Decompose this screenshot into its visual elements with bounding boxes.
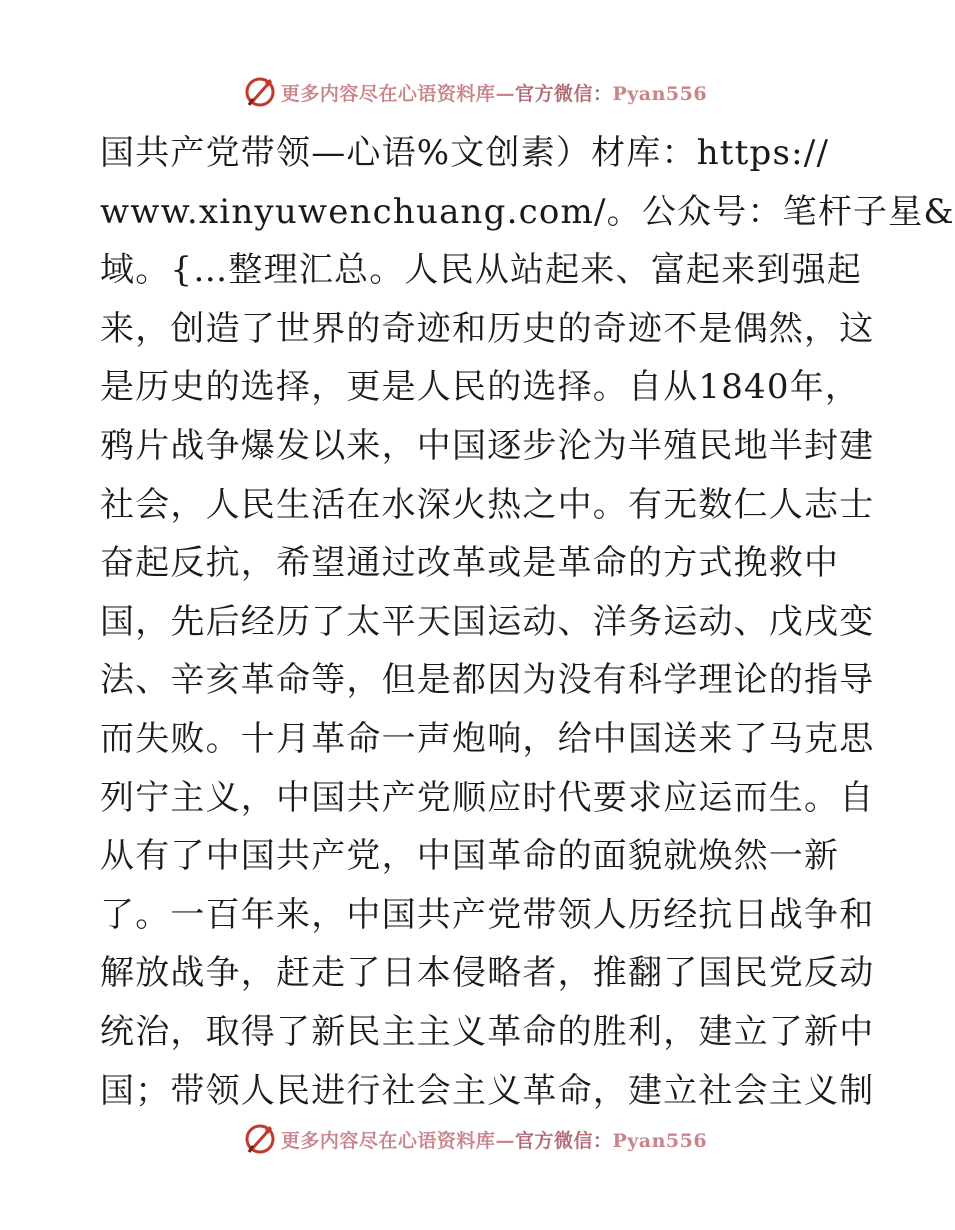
watermark-wechat-id: Pyan556 (612, 82, 708, 105)
text-line: 统治，取得了新民主主义革命的胜利，建立了新中 (100, 1011, 875, 1052)
pen-logo-icon (243, 1122, 277, 1156)
footer-watermark (0, 1119, 950, 1159)
text-line: 了。一百年来，中国共产党带领人历经抗日战争和 (100, 894, 875, 935)
watermark-wechat-id: Pyan556 (612, 1129, 708, 1152)
text-line: 从有了中国共产党，中国革命的面貌就焕然一新 (100, 836, 840, 877)
watermark-separator: — (495, 1129, 515, 1152)
text-line: 鸦片战争爆发以来，中国逐步沦为半殖民地半封建 (100, 425, 875, 466)
watermark-wechat-label: 官方微信： (514, 1129, 613, 1152)
text-line: 解放战争，赶走了日本侵略者，推翻了国民党反动 (100, 953, 875, 994)
document-body (100, 124, 955, 1120)
watermark-separator: — (495, 82, 515, 105)
watermark-main: 更多内容尽在心语资料库 (280, 82, 496, 105)
pen-logo-icon (243, 75, 277, 109)
header-watermark (0, 72, 950, 112)
watermark-wechat-label: 官方微信： (514, 82, 613, 105)
text-line: 列宁主义，中国共产党顺应时代要求应运而生。自 (100, 777, 875, 818)
text-line: 社会，人民生活在水深火热之中。有无数仁人志士 (100, 484, 875, 525)
text-line: www.xinyuwenchuang.com/。公众号：笔杆子星& (100, 191, 955, 232)
watermark-text (281, 1126, 707, 1153)
text-line: 国，先后经历了太平天国运动、洋务运动、戊戌变 (100, 601, 875, 642)
text-line: 域。{…整理汇总。人民从站起来、富起来到强起 (100, 250, 863, 291)
text-line: 法、辛亥革命等，但是都因为没有科学理论的指导 (100, 660, 875, 701)
text-line: 是历史的选择，更是人民的选择。自从1840年， (100, 367, 861, 408)
text-line: 而失败。十月革命一声炮响，给中国送来了马克思 (100, 718, 875, 759)
text-line: 国；带领人民进行社会主义革命，建立社会主义制 (100, 1070, 875, 1111)
text-line: 奋起反抗，希望通过改革或是革命的方式挽救中 (100, 543, 840, 584)
watermark-main: 更多内容尽在心语资料库 (280, 1129, 496, 1152)
text-line: 来，创造了世界的奇迹和历史的奇迹不是偶然，这 (100, 308, 875, 349)
text-line: 国共产党带领—心语%文创素）材库：https:// (100, 133, 830, 173)
watermark-text (281, 79, 707, 106)
